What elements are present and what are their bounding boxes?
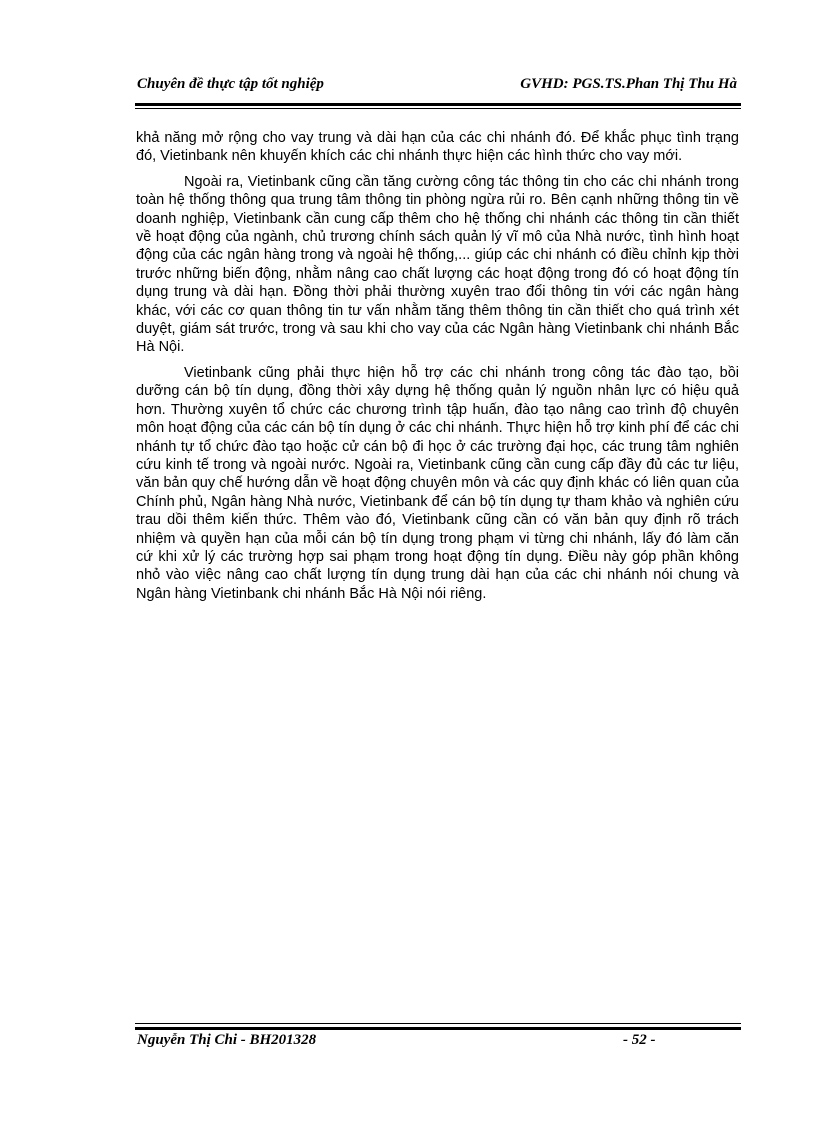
paragraph-2: Ngoài ra, Vietinbank cũng cần tăng cường công tác thông tin cho các chi nhánh trong toàn hệ thống thông qua trung tâm thông tin phòng ngừa rủi ro. Bên cạnh những thông tin về doanh nghiệp, Vietinbank cần cung cấp thêm cho hệ thống chi nhánh các thông tin cần thiết về hoạt động của ngành, chủ trương chính sách quản lý vĩ mô của Nhà nước, tình hình hoạt động của các ngân hàng trong và ngoài hệ thống,... giúp các chi nhánh có điều chỉnh kịp thời trước những biến động, nhằm nâng cao chất lượng các hoạt động trong đó có hoạt động tín dụng trung và dài hạn. Đồng thời phải thường xuyên trao đổi thông tin với các ngân hàng khác, với các cơ quan thông tin tư vấn nhằm tăng thêm thông tin cần thiết cho quá trình xét duyệt, giám sát trước, trong và sau khi cho vay của các Ngân hàng Vietinbank chi nhánh Bắc Hà Nội. (136, 173, 739, 356)
body-text (136, 129, 739, 610)
header-advisor: GVHD: PGS.TS.Phan Thị Thu Hà (520, 76, 737, 92)
page-number: - 52 - (623, 1032, 656, 1048)
footer-author: Nguyễn Thị Chi - BH201328 (137, 1032, 317, 1048)
page-header (135, 76, 741, 100)
footer-rule-thin (135, 1023, 741, 1024)
paragraph-1: khả năng mở rộng cho vay trung và dài hạn của các chi nhánh đó. Để khắc phục tình trạng đó, Vietinbank nên khuyến khích các chi nhánh thực hiện các hình thức cho vay mới. (136, 130, 739, 165)
header-rule-thin (135, 108, 741, 109)
header-title: Chuyên đề thực tập tốt nghiệp (137, 76, 324, 92)
footer-rule-thick (135, 1027, 741, 1030)
page-footer (135, 1032, 741, 1054)
paragraph-3: Vietinbank cũng phải thực hiện hỗ trợ các chi nhánh trong công tác đào tạo, bồi dưỡng cán bộ tín dụng, đồng thời xây dựng hệ thống quản lý nguồn nhân lực có hiệu quả hơn. Thường xuyên tổ chức các chương trình tập huấn, đào tạo nâng cao trình độ chuyên môn hoạt động của các cán bộ tín dụng ở các chi nhánh. Thực hiện hỗ trợ kinh phí để các chi nhánh tự tổ chức đào tạo hoặc cử cán bộ đi học ở các trường đại học, các trung tâm nghiên cứu kinh tế trong và ngoài nước. Ngoài ra, Vietinbank cũng cần cung cấp đầy đủ các tư liệu, văn bản quy chế hướng dẫn về hoạt động chuyên môn và các quy định khác có liên quan của Chính phủ, Ngân hàng Nhà nước, Vietinbank để cán bộ tín dụng tự tham khảo và nghiên cứu trau dồi thêm kiến thức. Thêm vào đó, Vietinbank cũng cần có văn bản quy định rõ trách nhiệm và quyền hạn của mỗi cán bộ tín dụng trong phạm vi từng chi nhánh, lấy đó làm căn cứ khi xử lý các trường hợp sai phạm trong hoạt động tín dụng. Điều này góp phần không nhỏ vào việc nâng cao chất lượng tín dụng trung dài hạn của các chi nhánh nói chung và Ngân hàng Vietinbank chi nhánh Bắc Hà Nội nói riêng. (136, 364, 739, 602)
header-rule-thick (135, 103, 741, 106)
